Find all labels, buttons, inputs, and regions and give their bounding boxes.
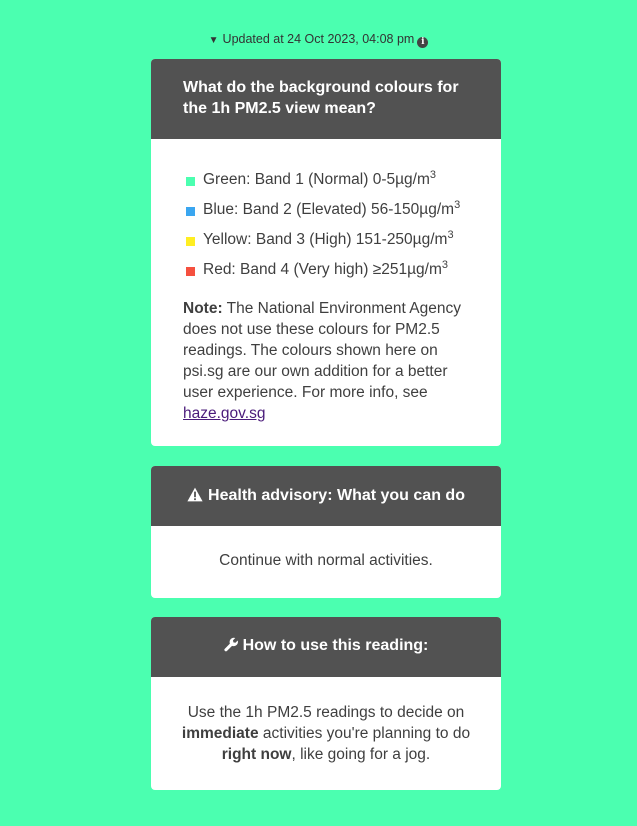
- how-to-use-card: [151, 617, 501, 790]
- health-advisory-card: [151, 466, 501, 598]
- info-icon[interactable]: i: [417, 37, 428, 48]
- how-to-use-title: How to use this reading:: [242, 637, 429, 654]
- band-item: [183, 225, 469, 255]
- note-text: The National Environment Agency does not use these colours for PM2.5 readings. The colours shown here on psi.sg are our own addition for a better user experience. For more info, see: [183, 300, 461, 401]
- health-advisory-title: Health advisory: What you can do: [208, 487, 465, 504]
- band-label: Green: Band 1 (Normal) $0-5\mu g/m^3$: [203, 169, 437, 188]
- band-label: Blue: Band 2 (Elevated) $56-150\mu g/m^3$: [203, 199, 461, 218]
- wrench-icon: [224, 637, 239, 652]
- background-colours-card: [151, 59, 501, 446]
- red-swatch-icon: [186, 267, 195, 276]
- yellow-swatch-icon: [186, 237, 195, 246]
- background-colours-body: [151, 139, 501, 424]
- how-to-use-text: Use the 1h PM2.5 readings to decide on immediate activities you're planning to do right now, like going for a jog.: [181, 704, 471, 763]
- band-item: [183, 165, 469, 195]
- band-label: Red: Band 4 (Very high) $\ge 251\mu g/m^3$: [203, 259, 448, 278]
- background-colours-title: What do the background colours for the 1h PM2.5 view mean?: [151, 59, 501, 139]
- how-to-use-header: [151, 617, 501, 677]
- last-updated[interactable]: [0, 31, 637, 49]
- health-advisory-text: Continue with normal activities.: [219, 552, 433, 569]
- haze-gov-link[interactable]: haze.gov.sg: [183, 405, 266, 422]
- band-item: [183, 255, 469, 285]
- green-swatch-icon: [186, 177, 195, 186]
- blue-swatch-icon: [186, 207, 195, 216]
- band-label: Yellow: Band 3 (High) $151-250\mu g/m^3$: [203, 229, 454, 248]
- health-advisory-header: [151, 466, 501, 526]
- caret-down-icon[interactable]: ▼: [208, 35, 219, 46]
- colours-note: [183, 298, 469, 424]
- warning-icon: [187, 487, 203, 502]
- note-label: Note:: [183, 300, 223, 317]
- band-item: [183, 195, 469, 225]
- last-updated-text: Updated at 24 Oct 2023, 04:08 pm: [222, 32, 415, 46]
